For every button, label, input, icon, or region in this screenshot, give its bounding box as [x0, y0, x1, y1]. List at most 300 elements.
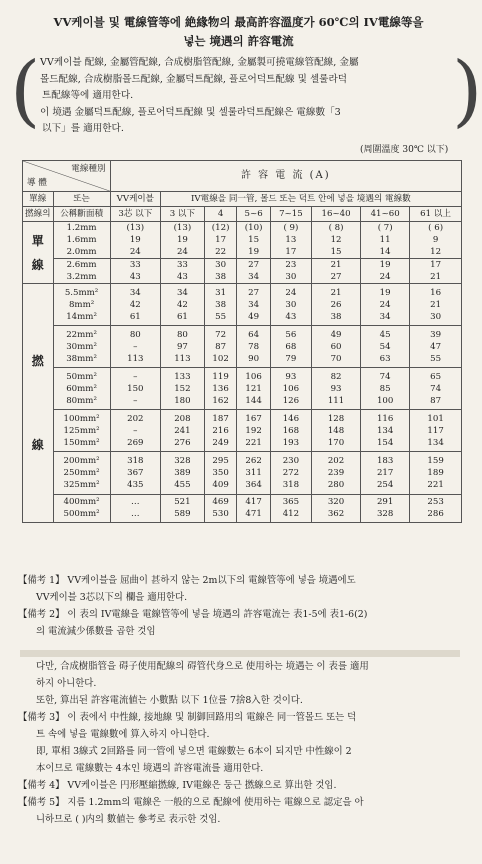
current-value: 189 [427, 467, 444, 478]
current-value: 93 [330, 383, 342, 394]
current-value: 208 [174, 413, 191, 424]
current-value: 133 [174, 371, 191, 382]
current-value-cell [270, 368, 311, 410]
current-value: 15 [330, 247, 342, 257]
current-value: 68 [285, 341, 297, 352]
current-value-cell [110, 410, 160, 452]
page-title-line2: 넣는 境遇의 許容電流 [183, 34, 294, 48]
note-line: 하지 아니한다. [36, 678, 97, 689]
current-value: 33 [176, 260, 188, 270]
current-value-cell [204, 452, 237, 494]
current-value: 183 [376, 455, 394, 466]
current-value: 168 [282, 425, 300, 436]
conductor-size: 2.0mm [66, 247, 97, 257]
note-line: 【備考 3】 이 表에서 中性線, 接地線 및 制御回路用의 電線은 同一管몰드 또는 덕 [18, 712, 357, 723]
conductor-size: 8mm² [68, 299, 95, 310]
current-value: 272 [282, 467, 300, 478]
current-value: 80 [176, 329, 188, 340]
current-value-cell [312, 452, 361, 494]
current-value: 254 [376, 479, 394, 490]
current-value-cell [361, 259, 410, 284]
current-value: 150 [127, 383, 144, 394]
current-value: 80 [129, 329, 141, 340]
current-value: 19 [129, 235, 141, 245]
current-value: 65 [430, 371, 442, 382]
wire-count-header-cell: 3 以下 [161, 207, 205, 222]
current-value: 328 [376, 509, 394, 520]
wire-count-header-cell: 5~6 [237, 207, 270, 222]
current-value: 21 [430, 299, 442, 310]
current-value: … [131, 509, 140, 520]
table-row [23, 222, 462, 259]
note-block [18, 692, 468, 709]
current-value-cell [361, 494, 410, 522]
current-value-cell [204, 326, 237, 368]
conductor-size: 5.5mm² [64, 287, 99, 298]
wire-count-header: IV電線을 同一管, 몰드 또는 덕트 안에 넣을 境遇의 電線數 [161, 192, 462, 207]
current-value: 364 [245, 479, 262, 490]
current-value: 19 [379, 287, 391, 298]
current-value: 362 [327, 509, 345, 520]
current-value: 193 [282, 437, 300, 448]
group-label-1 [23, 284, 54, 523]
current-value-cell [270, 284, 311, 326]
current-value: ( 6) [428, 223, 444, 233]
intro-line: 이 境遇 金屬덕트配線, 플로어덕트配線 및 셀룰라덕트配線은 電線數「3 [40, 106, 341, 118]
current-value-cell [361, 284, 410, 326]
current-value: 417 [245, 497, 262, 508]
current-value-cell [204, 368, 237, 410]
current-value: 295 [212, 455, 229, 466]
current-value: 134 [376, 425, 394, 436]
current-value-cell [204, 410, 237, 452]
current-value: 350 [212, 467, 229, 478]
current-value: 38 [215, 299, 227, 310]
current-value: 192 [245, 425, 262, 436]
current-value-cell [237, 222, 270, 259]
current-value: 14 [379, 247, 391, 257]
current-value: (13) [173, 223, 192, 233]
current-value: 253 [427, 497, 444, 508]
current-value: 15 [248, 235, 260, 245]
current-value: 19 [248, 247, 260, 257]
note-line: 다만, 合成樹脂管을 碍子使用配線의 碍管代身으로 使用하는 境遇는 이 表를 適用 [36, 661, 369, 672]
temperature-condition: (周圍溫度 30℃ 以下) [360, 145, 449, 155]
current-value: 102 [212, 353, 229, 364]
current-value: (10) [244, 223, 263, 233]
current-value-cell [110, 284, 160, 326]
current-value: 74 [430, 383, 442, 394]
table-row [23, 284, 462, 326]
current-value-cell [410, 259, 462, 284]
current-value-cell [361, 410, 410, 452]
conductor-size: 3.2mm [66, 272, 97, 282]
current-value: 521 [174, 497, 191, 508]
current-value: 106 [245, 371, 262, 382]
current-value: 42 [176, 299, 188, 310]
row3-label2: 公稱斷面積 [53, 207, 110, 222]
current-value-cell [110, 368, 160, 410]
current-value: 30 [285, 272, 297, 282]
current-value: 38 [215, 272, 227, 282]
note-line: 【備考 2】 이 表의 IV電線을 電線管等에 넣을 境遇의 許容電流는 表1-5에 表1-6(2) [18, 609, 368, 620]
current-value: 21 [330, 260, 342, 270]
conductor-size: 400mm² [63, 497, 100, 508]
conductor-size: 125mm² [63, 425, 100, 436]
conductor-size: 22mm² [66, 329, 97, 340]
note-line: VV케이블 3芯以下의 欄을 適用한다. [36, 592, 188, 603]
current-value-cell [312, 410, 361, 452]
current-value-cell [270, 326, 311, 368]
group-label-0 [23, 222, 54, 284]
note-line: 【備考 4】 VV케이블은 円形壓縮撚線, IV電線은 둥근 撚線으로 算出한 것임. [18, 780, 337, 791]
current-value-cell [270, 222, 311, 259]
current-value-cell [161, 368, 205, 410]
current-value: 43 [129, 272, 141, 282]
current-value: 24 [379, 299, 391, 310]
current-value: 13 [285, 235, 297, 245]
group-label-char: 撚 [31, 354, 44, 368]
current-value-cell [110, 494, 160, 522]
current-value: 136 [212, 383, 229, 394]
note-line: 또한, 算出된 許容電流値는 小數點 以下 1位를 7捨8入한 것이다. [36, 695, 303, 706]
current-value: 47 [430, 341, 442, 352]
conductor-size: 250mm² [63, 467, 100, 478]
current-value: 113 [174, 353, 191, 364]
current-value: 320 [327, 497, 345, 508]
current-value-cell [237, 368, 270, 410]
current-value: 49 [330, 329, 342, 340]
current-value: 23 [285, 260, 297, 270]
allowable-current-header: 許 容 電 流 (A) [110, 161, 461, 192]
current-value: 202 [327, 455, 345, 466]
row3-label1: 撚線의 [23, 207, 54, 222]
current-value-cell [237, 284, 270, 326]
current-value: 121 [245, 383, 262, 394]
current-value-cell [204, 259, 237, 284]
conductor-size: 30mm² [66, 341, 97, 352]
current-value: 43 [285, 311, 297, 322]
conductor-size: 14mm² [66, 311, 97, 322]
current-value: 64 [248, 329, 260, 340]
conductor-size: 150mm² [63, 437, 100, 448]
current-value: 43 [176, 272, 188, 282]
current-value: ( 9) [283, 223, 299, 233]
current-value: – [133, 425, 138, 436]
current-value-cell [410, 452, 462, 494]
note-line: 의 電流減少係數를 곱한 것임 [36, 626, 156, 637]
intro-text [40, 55, 460, 138]
allowable-current-table [22, 160, 462, 523]
current-value: 389 [174, 467, 191, 478]
current-value: 159 [427, 455, 444, 466]
corner-bottom-label: 導 體 [27, 178, 47, 188]
intro-line: 以下」를 適用한다. [42, 123, 124, 134]
note-block [18, 709, 468, 743]
conductor-size: 80mm² [66, 395, 97, 406]
intro-line: 트配線等에 適用한다. [42, 90, 134, 101]
current-value: 152 [174, 383, 191, 394]
current-value: 113 [127, 353, 144, 364]
group-label-char: 線 [31, 438, 44, 452]
current-value-cell [410, 222, 462, 259]
wire-count-header-cell: 61 以上 [410, 207, 462, 222]
wire-count-header-cell: 41~60 [361, 207, 410, 222]
current-value: 19 [379, 260, 391, 270]
current-value-cell [361, 222, 410, 259]
group-label-char: 單 [31, 233, 44, 248]
note-line: 트 속에 넣을 電線數에 算入하지 아니한다. [36, 729, 210, 740]
current-value-cell [312, 368, 361, 410]
intro-line: VV케이블 配線, 金屬管配線, 合成樹脂管配線, 金屬製可撓電線管配線, 金屬 [40, 57, 359, 68]
current-value: 134 [427, 437, 444, 448]
conductor-size: 200mm² [63, 455, 100, 466]
current-value: 318 [127, 455, 144, 466]
conductor-size: 1.2mm [66, 223, 97, 233]
current-value: 187 [212, 413, 229, 424]
current-value: 126 [282, 395, 300, 406]
current-value: 469 [212, 497, 229, 508]
wire-count-header-cell: 4 [204, 207, 237, 222]
current-value: 61 [129, 311, 141, 322]
note-block [18, 658, 468, 692]
conductor-size: 50mm² [66, 371, 97, 382]
page-title-line1: VV케이블 및 電線管等에 絶緣物의 最高許容溫度가 60℃의 IV電線等을 [53, 15, 424, 29]
current-value: (12) [211, 223, 230, 233]
current-value: 42 [129, 299, 141, 310]
current-value: 16 [430, 287, 442, 298]
current-value-cell [237, 452, 270, 494]
notes-section [18, 572, 468, 828]
current-value: 318 [282, 479, 300, 490]
current-value-cell [410, 410, 462, 452]
current-value: 26 [330, 299, 342, 310]
current-value-cell [270, 494, 311, 522]
current-value: 146 [282, 413, 300, 424]
current-value-cell [237, 259, 270, 284]
row2-label: 單線 [23, 192, 54, 207]
current-value: 27 [248, 260, 260, 270]
current-value: 269 [127, 437, 144, 448]
current-value-cell [110, 452, 160, 494]
current-value: 34 [248, 272, 260, 282]
current-value: 70 [330, 353, 342, 364]
current-value: 60 [330, 341, 342, 352]
current-value: 61 [176, 311, 188, 322]
current-value: 367 [127, 467, 144, 478]
current-value: 216 [212, 425, 229, 436]
current-value: – [133, 395, 138, 406]
current-value-cell [161, 494, 205, 522]
current-value: 154 [376, 437, 394, 448]
current-value-cell [410, 284, 462, 326]
note-line: 即, 單相 3線式 2回路를 同一管에 넣으면 電線數는 6本이 되지만 中性線이 2 [36, 746, 352, 757]
conductor-size: 38mm² [66, 353, 97, 364]
current-value: 11 [379, 235, 391, 245]
current-value: 180 [174, 395, 191, 406]
current-value-cell [110, 222, 160, 259]
current-value: 276 [174, 437, 191, 448]
current-value: 97 [176, 341, 188, 352]
row2-label2: 또는 [53, 192, 110, 207]
note-line: 【備考 5】 지름 1.2mm의 電線은 一般的으로 配線에 使用하는 電線으로 認定을 아 [18, 797, 364, 808]
current-value: 34 [176, 287, 188, 298]
current-value: 144 [245, 395, 262, 406]
current-value: 409 [212, 479, 229, 490]
current-value-cell [410, 368, 462, 410]
current-value: 435 [127, 479, 144, 490]
current-value: 17 [430, 260, 442, 270]
wire-count-header-cell: 7~15 [270, 207, 311, 222]
current-value-cell [161, 222, 205, 259]
current-value-cell [161, 284, 205, 326]
size-cell [53, 452, 110, 494]
current-value: 116 [376, 413, 394, 424]
corner-cell [23, 161, 111, 192]
conductor-size: 1.6mm [66, 235, 97, 245]
current-value: 230 [282, 455, 300, 466]
current-value: 90 [248, 353, 260, 364]
note-line: 【備考 1】 VV케이블을 屈曲이 甚하지 않는 2m以下의 電線管等에 넣을 境遇에도 [18, 575, 356, 586]
current-value: 162 [212, 395, 229, 406]
current-value: 167 [245, 413, 262, 424]
current-value: 24 [285, 287, 297, 298]
group-label-char: 線 [31, 257, 44, 272]
current-value: 217 [376, 467, 394, 478]
current-value: 22 [215, 247, 227, 257]
size-cell [53, 326, 110, 368]
current-value: 38 [330, 311, 342, 322]
current-value-cell [161, 326, 205, 368]
current-value: ( 7) [377, 223, 393, 233]
table-row [23, 494, 462, 522]
current-value-cell [312, 284, 361, 326]
current-value: 74 [379, 371, 391, 382]
current-value-cell [312, 494, 361, 522]
current-value: 202 [127, 413, 144, 424]
current-value: 117 [427, 425, 444, 436]
current-value: 128 [327, 413, 345, 424]
current-value-cell [361, 368, 410, 410]
current-value-cell [237, 326, 270, 368]
current-value: (13) [126, 223, 145, 233]
current-value: 33 [129, 260, 141, 270]
current-value: 85 [379, 383, 391, 394]
table-row [23, 368, 462, 410]
current-value-cell [312, 222, 361, 259]
current-value: 87 [430, 395, 442, 406]
current-value-cell [237, 410, 270, 452]
table-row [23, 410, 462, 452]
current-value: 119 [212, 371, 229, 382]
current-value-cell [410, 494, 462, 522]
current-value: 78 [248, 341, 260, 352]
current-value: 589 [174, 509, 191, 520]
current-value-cell [110, 259, 160, 284]
current-value: 455 [174, 479, 191, 490]
current-value: 471 [245, 509, 262, 520]
current-value: 55 [430, 353, 442, 364]
current-value: 56 [285, 329, 297, 340]
table-row [23, 259, 462, 284]
conductor-size: 500mm² [63, 509, 100, 520]
current-value: 24 [379, 272, 391, 282]
current-value-cell [312, 259, 361, 284]
current-value-cell [237, 494, 270, 522]
current-value-cell [270, 452, 311, 494]
current-value-cell [361, 452, 410, 494]
size-cell [53, 410, 110, 452]
current-value: 87 [215, 341, 227, 352]
right-parenthesis: ) [452, 46, 482, 136]
current-value: 63 [379, 353, 391, 364]
current-value: – [133, 341, 138, 352]
current-value: 311 [245, 467, 262, 478]
note-block [18, 572, 468, 606]
current-value: 54 [379, 341, 391, 352]
current-value: 328 [174, 455, 191, 466]
current-value-cell [161, 259, 205, 284]
intro-line: 몰드配線, 合成樹脂몰드配線, 金屬덕트配線, 플로어덕트配線 및 셀룰라덕 [40, 73, 347, 85]
current-value: 34 [129, 287, 141, 298]
current-value: 412 [282, 509, 300, 520]
current-value: 17 [215, 235, 227, 245]
current-value: 241 [174, 425, 191, 436]
current-value: 12 [430, 247, 442, 257]
current-value-cell [204, 222, 237, 259]
note-block [18, 777, 468, 794]
vv-cable-header: VV케이블 [110, 192, 160, 207]
note-line: 니하므로 ( )内의 數値는 參考로 表示한 것임. [36, 814, 221, 825]
current-value-cell [270, 259, 311, 284]
current-value: 221 [427, 479, 444, 490]
left-parenthesis: ( [10, 46, 41, 136]
current-value: 286 [427, 509, 444, 520]
size-cell [53, 494, 110, 522]
current-value: 21 [330, 287, 342, 298]
size-cell [53, 259, 110, 284]
current-value: 30 [430, 311, 442, 322]
conductor-size: 2.6mm [66, 260, 97, 270]
current-value: 530 [212, 509, 229, 520]
current-value: 79 [285, 353, 297, 364]
current-value: 17 [285, 247, 297, 257]
size-cell [53, 284, 110, 326]
current-value: 262 [245, 455, 262, 466]
current-value: 100 [376, 395, 394, 406]
current-value: 239 [327, 467, 345, 478]
note-block [18, 794, 468, 828]
current-value-cell [161, 452, 205, 494]
note-block [18, 606, 468, 640]
current-value: ( 8) [328, 223, 344, 233]
current-value: 31 [215, 287, 227, 298]
current-value: 291 [376, 497, 394, 508]
current-value: 45 [379, 329, 391, 340]
current-value: 82 [330, 371, 342, 382]
wire-count-header-cell: 16~40 [312, 207, 361, 222]
current-value: 148 [327, 425, 345, 436]
corner-top-label: 電線種別 [71, 164, 106, 174]
current-value-cell [161, 410, 205, 452]
current-value: 34 [379, 311, 391, 322]
note-line: 本이므로 電線數는 4本인 境遇의 許容電流를 適用한다. [36, 763, 264, 774]
current-value: 24 [129, 247, 141, 257]
current-value-cell [270, 410, 311, 452]
conductor-size: 100mm² [63, 413, 100, 424]
current-value: 280 [327, 479, 345, 490]
current-value: 111 [327, 395, 345, 406]
